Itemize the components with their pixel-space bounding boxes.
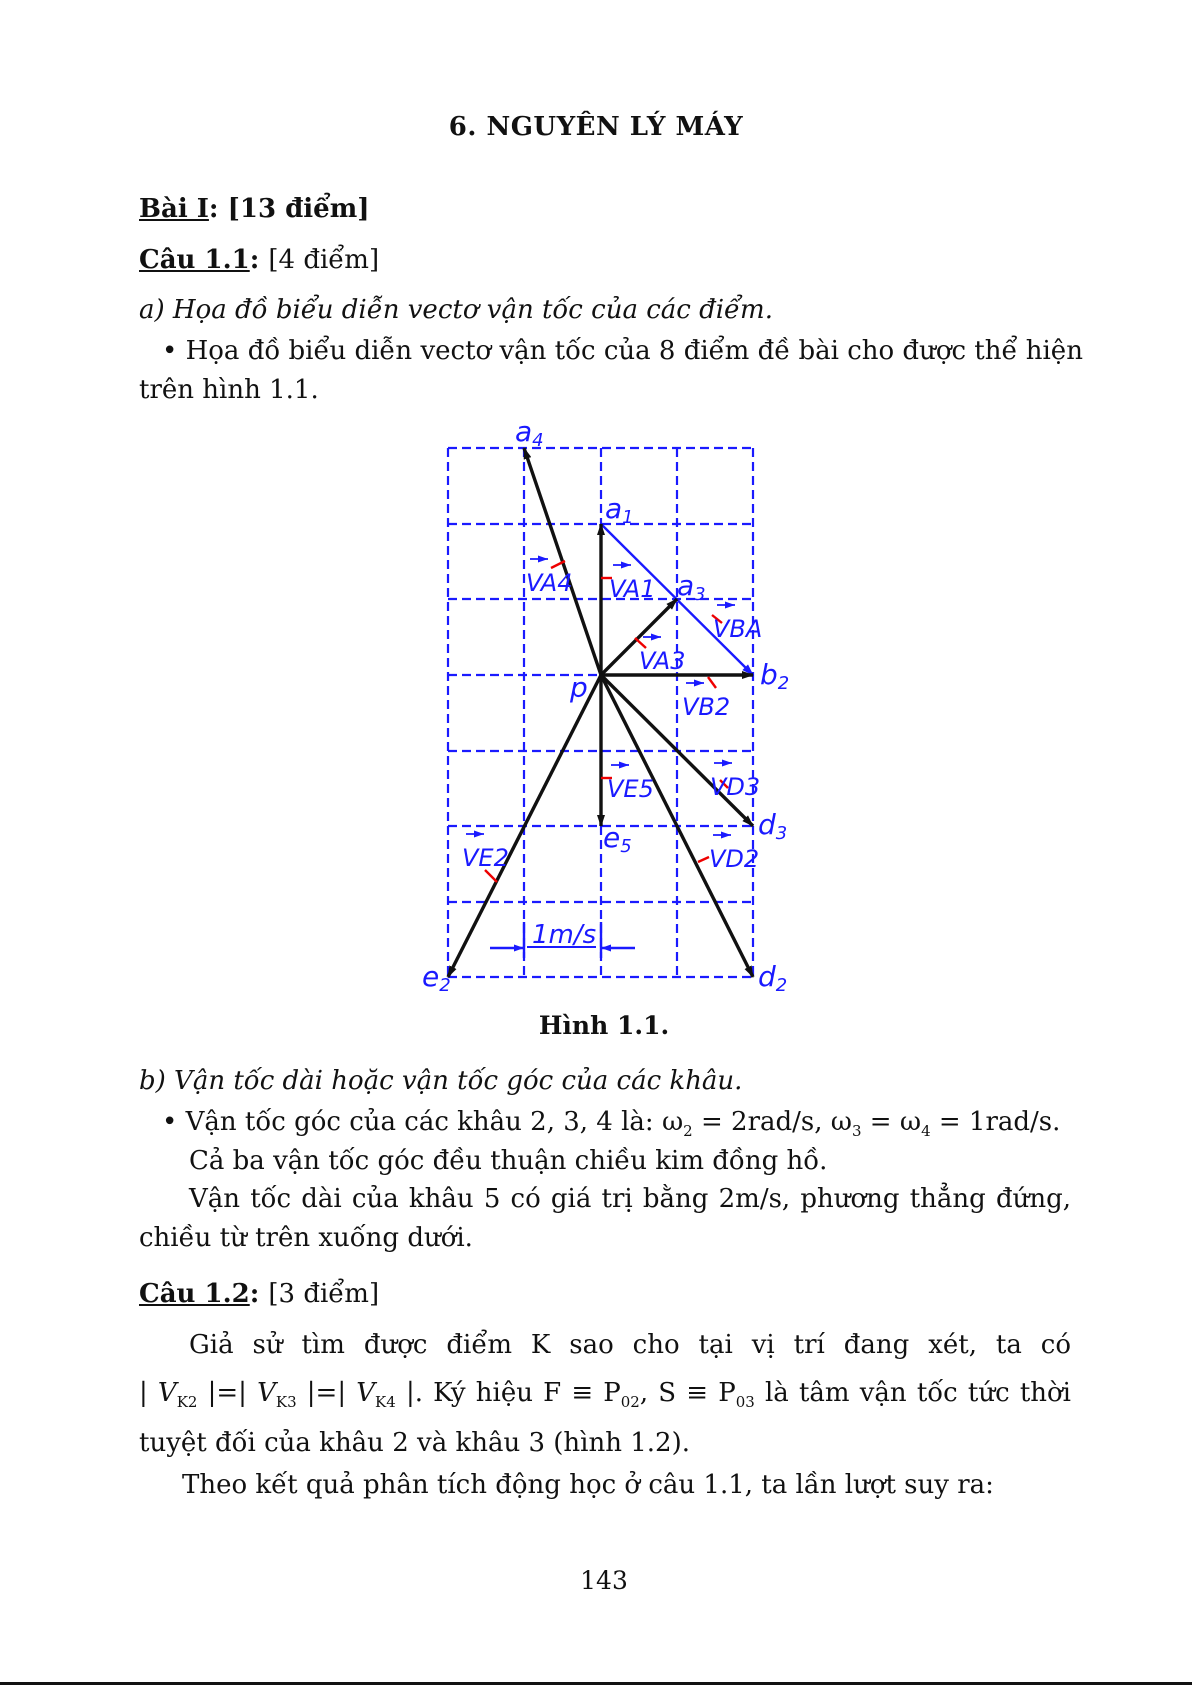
part-a-heading: a) Họa đồ biểu diễn vectơ vận tốc của các điểm.: [139, 295, 773, 325]
label-vb2: VB2: [682, 693, 731, 721]
cau11-points: [4 điểm]: [268, 245, 380, 275]
svg-text:d3: d3: [758, 808, 788, 844]
velocity-diagram-figure: [405, 410, 805, 1010]
cau12-points: [3 điểm]: [268, 1279, 380, 1309]
label-vba: VBA: [713, 615, 763, 643]
bai1-heading: Bài I: [13 điểm]: [139, 194, 370, 224]
cau12-label: Câu 1.2: [139, 1279, 250, 1309]
svg-text:d2: d2: [758, 960, 788, 996]
section-heading: 6. NGUYÊN LÝ MÁY: [448, 112, 744, 142]
svg-text:e5: e5: [603, 821, 632, 857]
c12-line2: | $V_{K2}$ |=| $V_{K3}$ |=| $V_{K4}$ |. Ký hiệu $F \equiv P_{02}$, $S \equiv P_{03}$ là tâm vận tốc tức thời: [139, 1378, 1071, 1412]
b-line4: chiều từ trên xuống dưới.: [139, 1223, 473, 1253]
part-b-heading: b) Vận tốc dài hoặc vận tốc góc của các khâu.: [139, 1066, 743, 1096]
point-labels: [422, 415, 789, 996]
bullet-a-line1: • Họa đồ biểu diễn vectơ vận tốc của 8 điểm đề bài cho được thể hiện: [162, 336, 1083, 366]
b-line3: Vận tốc dài của khâu 5 có giá trị bằng 2m/s, phương thẳng đứng,: [189, 1184, 1071, 1214]
label-d3: d: [758, 808, 776, 841]
svg-text:b2: b2: [760, 658, 790, 694]
c12-line3: tuyệt đối của khâu 2 và khâu 3 (hình 1.2).: [139, 1428, 690, 1458]
label-d2: d: [758, 960, 776, 993]
label-vd2: VD2: [709, 845, 760, 873]
c12-line4: Theo kết quả phân tích động học ở câu 1.1, ta lần lượt suy ra:: [182, 1470, 994, 1500]
page-number: 143: [580, 1566, 628, 1595]
cau12-heading: Câu 1.2: [3 điểm]: [139, 1279, 380, 1309]
c12-line1: Giả sử tìm được điểm K sao cho tại vị trí đang xét, ta có: [189, 1330, 1071, 1360]
label-ve5: VE5: [607, 775, 654, 803]
label-a3: a: [677, 569, 695, 602]
label-a1: a: [605, 492, 623, 525]
label-va4: VA4: [526, 569, 573, 597]
figure-caption: Hình 1.1.: [538, 1011, 670, 1040]
bai1-label: Bài I: [139, 194, 209, 224]
scale-label: 1m/s: [532, 920, 597, 950]
label-vd3: VD3: [710, 773, 761, 801]
label-e2: e: [422, 960, 440, 993]
label-ve2: VE2: [462, 844, 509, 872]
cau11-heading: Câu 1.1: [4 điểm]: [139, 245, 380, 275]
svg-text:a1: a1: [605, 492, 634, 528]
label-e5: e: [603, 821, 621, 854]
svg-text:e2: e2: [422, 960, 451, 996]
label-va3: VA3: [639, 647, 686, 675]
svg-text:a4: a4: [515, 415, 544, 451]
bullet-a-line2: trên hình 1.1.: [139, 375, 319, 405]
svg-text:a3: a3: [677, 569, 706, 605]
bai1-points: [13 điểm]: [227, 194, 370, 224]
cau11-label: Câu 1.1: [139, 245, 250, 275]
b-line2: Cả ba vận tốc góc đều thuận chiều kim đồng hồ.: [189, 1146, 828, 1176]
label-va1: VA1: [609, 575, 656, 603]
label-a4: a: [515, 415, 533, 448]
label-b2: b: [760, 658, 778, 691]
bullet-b: • Vận tốc góc của các khâu 2, 3, 4 là: $\omega_2 = 2rad/s$, $\omega_3 = \omega_4 = 1rad/s$.: [162, 1107, 1061, 1141]
label-p: p: [570, 671, 588, 704]
